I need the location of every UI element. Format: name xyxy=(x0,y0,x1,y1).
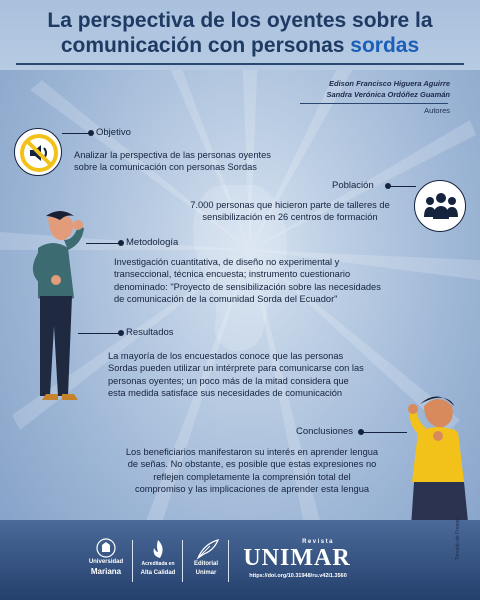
quill-icon xyxy=(186,538,226,560)
metodologia-text: Investigación cuantitativa, de diseño no experimental y transeccional, técnica encuesta; instrumento cuestionario denominado: "Proyecto de sensibilización sobre las necesidades de comunicación de la comunidad Sorda del Ecuador" xyxy=(114,257,381,304)
poblacion-connector xyxy=(390,186,416,187)
flame-icon xyxy=(138,538,178,560)
conclusiones-connector xyxy=(363,432,407,433)
authors-divider xyxy=(300,103,448,104)
footer-separator-1 xyxy=(132,540,133,582)
footer-separator-2 xyxy=(182,540,183,582)
author-2: Sandra Verónica Ordóñez Guamán xyxy=(326,90,450,99)
revista-unimar-logo: Revista UNIMAR https://doi.org/10.31948/ru.v42i1.3560 xyxy=(232,538,382,584)
metodologia-connector xyxy=(86,243,120,244)
title-line-1: La perspectiva de los oyentes sobre la xyxy=(47,9,433,32)
thinking-man-illustration xyxy=(18,208,108,408)
editorial-unimar-logo: Editorial Unimar xyxy=(186,538,226,586)
title-accent-word: sordas xyxy=(350,34,420,57)
objetivo-label: Objetivo xyxy=(96,127,131,138)
university-seal-icon xyxy=(86,538,126,558)
universidad-mariana-logo: Universidad Mariana xyxy=(86,538,126,586)
conclusiones-text: Los beneficiarios manifestaron su interés en aprender lengua de señas. No obstante, es posible que estas expresiones no reflejen completamente la comprensión total del compromiso y las implicaciones de aprender esta lengua xyxy=(125,447,379,494)
image-credit: Tomado de Freepik xyxy=(455,517,461,560)
group-of-people-icon xyxy=(414,180,466,232)
metodologia-dot xyxy=(118,240,124,246)
title-line-2 xyxy=(0,33,480,58)
acreditada-logo: Acreditada en Alta Calidad xyxy=(138,538,178,586)
title-line-2-main: comunicación con personas xyxy=(60,34,351,57)
objetivo-dot xyxy=(88,130,94,136)
resultados-text: La mayoría de los encuestados conoce que las personas Sordas pueden utilizar un intérprete para comunicarse con las personas oyentes; un poco más de la mitad considera que esta medida satisface sus necesidades de comunicación xyxy=(108,351,364,398)
page-title xyxy=(0,8,480,58)
metodologia-label: Metodología xyxy=(126,237,179,248)
poblacion-text: 7.000 personas que hicieron parte de talleres de sensibilización en 26 centros de formación xyxy=(190,200,390,223)
title-divider xyxy=(16,63,464,65)
resultados-label: Resultados xyxy=(126,327,174,338)
conclusiones-label: Conclusiones xyxy=(296,426,354,437)
author-names xyxy=(326,78,450,100)
objetivo-text: Analizar la perspectiva de las personas oyentes sobre la comunicación con personas Sordas xyxy=(74,150,271,173)
no-sound-icon xyxy=(14,128,62,176)
authors-label: Autores xyxy=(424,106,450,115)
author-1: Edison Francisco Higuera Aguirre xyxy=(329,79,450,88)
poblacion-label: Población xyxy=(332,180,374,191)
doi-link[interactable]: https://doi.org/10.31948/ru.v42i1.3560 xyxy=(249,573,347,579)
resultados-connector xyxy=(78,333,120,334)
resultados-dot xyxy=(118,330,124,336)
objetivo-connector xyxy=(62,133,90,134)
